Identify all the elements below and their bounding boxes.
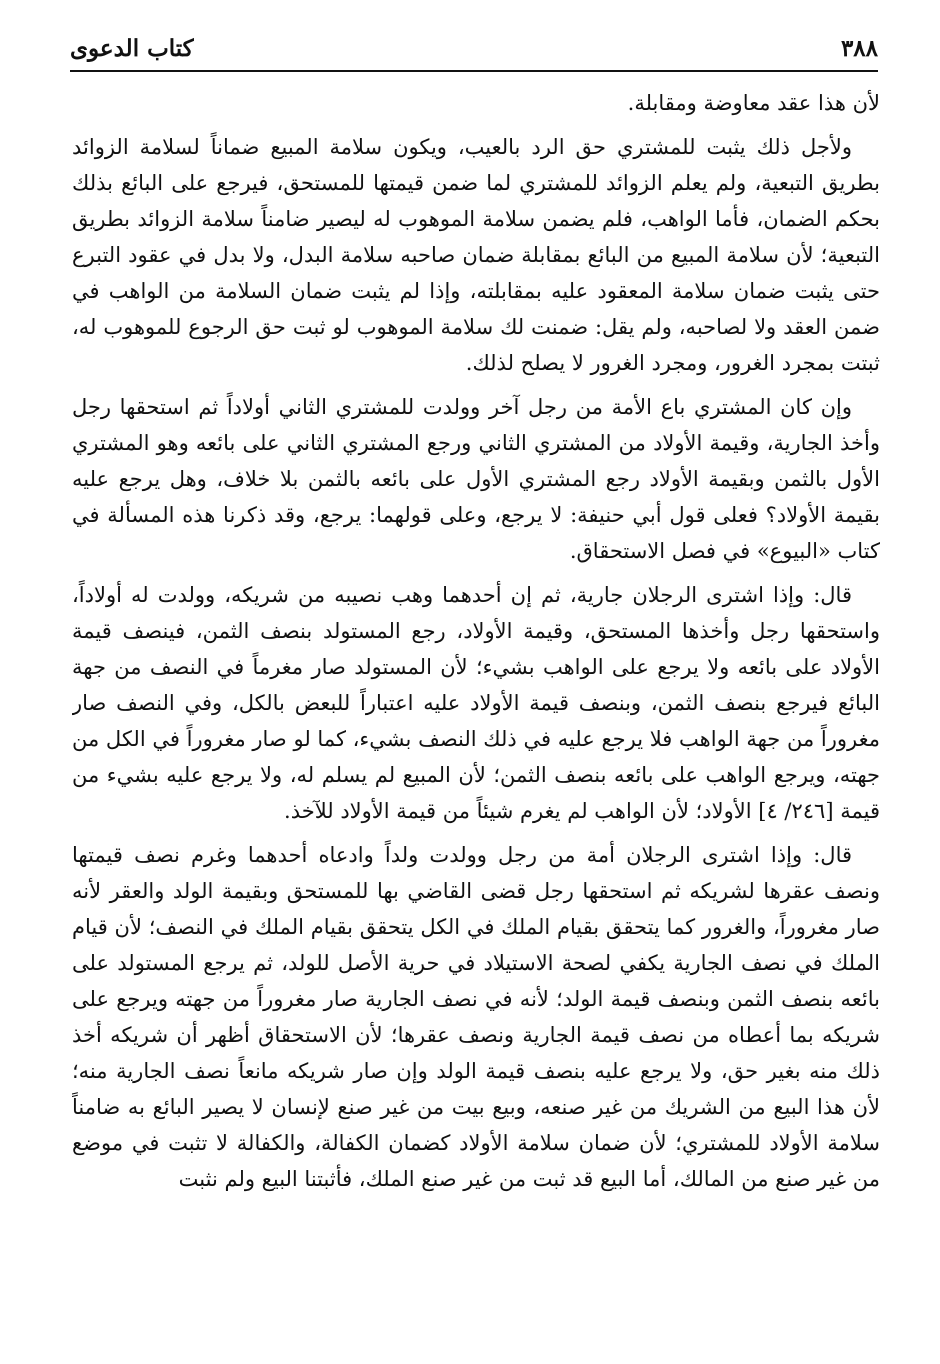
header-rule [70, 70, 878, 72]
paragraph: قال: وإذا اشترى الرجلان أمة من رجل وولدت ولداً وادعاه أحدهما وغرم نصف قيمتها ونصف عقرها لشريكه ثم استحقها رجل قضى القاضي بها للمستحق وبقيمة الولد والعقر لأنه صار مغروراً، والغرور كما يتحقق بقيام الملك في الكل يتحقق بقيام الملك في النصف؛ لأن قيام الملك في نصف الجارية يكفي لصحة الاستيلاد في حرية الأصل للولد، ثم يرجع المستولد على بائعه بنصف الثمن وبنصف قيمة الولد؛ لأنه في نصف الجارية صار مغروراً من جهته ويرجع على شريكه بما أعطاه من نصف قيمة الجارية ونصف عقرها؛ لأن الاستحقاق أظهر أن شريكه أخذ ذلك منه بغير حق، ولا يرجع عليه بنصف قيمة الولد وإن صار شريكه مانعاً نصف الجارية منه؛ لأن هذا البيع من الشريك من غير صنعه، وبيع بيت من غير صنع لإنسان لا يصير البائع به ضامناً سلامة الأولاد للمشتري؛ لأن ضمان سلامة الأولاد كضمان الكفالة، والكفالة لا تثبت في موضع من غير صنع من المالك، أما البيع قد ثبت من غير صنع الملك، فأثبتنا البيع ولم نثبت [72, 843, 880, 1191]
page-body [72, 85, 880, 1350]
paragraph: وإن كان المشتري باع الأمة من رجل آخر وولدت للمشتري الثاني أولاداً ثم استحقها رجل وأخذ الجارية، وقيمة الأولاد من المشتري الثاني ورجع المشتري الثاني على بائعه وهو المشتري الأول بالثمن وبقيمة الأولاد رجع المشتري الأول على بائعه بالثمن بلا خلاف، وهل يرجع عليه بقيمة الأولاد؟ فعلى قول أبي حنيفة: لا يرجع، وعلى قولهما: يرجع، وقد ذكرنا هذه المسألة في كتاب «البيوع» في فصل الاستحقاق. [72, 395, 880, 563]
paragraph: ولأجل ذلك يثبت للمشتري حق الرد بالعيب، ويكون سلامة المبيع ضماناً لسلامة الزوائد بطريق التبعية، ولم يعلم الزوائد للمشتري لما ضمن قيمتها للمستحق، فيرجع على البائع بذلك بحكم الضمان، فأما الواهب، فلم يضمن سلامة الموهوب له ليصير ضامناً سلامة الزوائد بطريق التبعية؛ لأن سلامة المبيع من البائع بمقابلة ضمان صاحبه سلامة البدل، ولا بدل في عقود التبرع حتى يثبت ضمان سلامة المعقود عليه بمقابلته، وإذا لم يثبت ضمان السلامة من الواهب في ضمن العقد ولا لصاحبه، ولم يقل: ضمنت لك سلامة الموهوب لو ثبت حق الرجوع للموهوب له، ثبتت بمجرد الغرور، ومجرد الغرور لا يصلح لذلك. [72, 135, 880, 375]
page-number: ٣٨٨ [840, 34, 878, 62]
paragraph: قال: وإذا اشترى الرجلان جارية، ثم إن أحدهما وهب نصيبه من شريكه، وولدت له أولاداً، واستحقها رجل وأخذها المستحق، وقيمة الأولاد، رجع المستولد بنصف الثمن، فينصف قيمة الأولاد على بائعه ولا يرجع على الواهب بشيء؛ لأن المستولد صار مغرماً في النصف من جهة البائع فيرجع بنصف الثمن، وبنصف قيمة الأولاد عليه اعتباراً للبعض بالكل، وفي النصف صار مغروراً من جهة الواهب فلا يرجع عليه في ذلك النصف بشيء، كما لو صار مغروراً في الكل من جهته، ويرجع الواهب على بائعه بنصف الثمن؛ لأن المبيع لم يسلم له، ولا يرجع عليه بشيء من قيمة [٢٤٦/ ٤] الأولاد؛ لأن الواهب لم يغرم شيئاً من قيمة الأولاد للآخذ. [72, 583, 880, 823]
page-header [70, 30, 878, 66]
book-title: كتاب الدعوى [70, 34, 194, 62]
paragraph: لأن هذا عقد معاوضة ومقابلة. [627, 91, 880, 115]
